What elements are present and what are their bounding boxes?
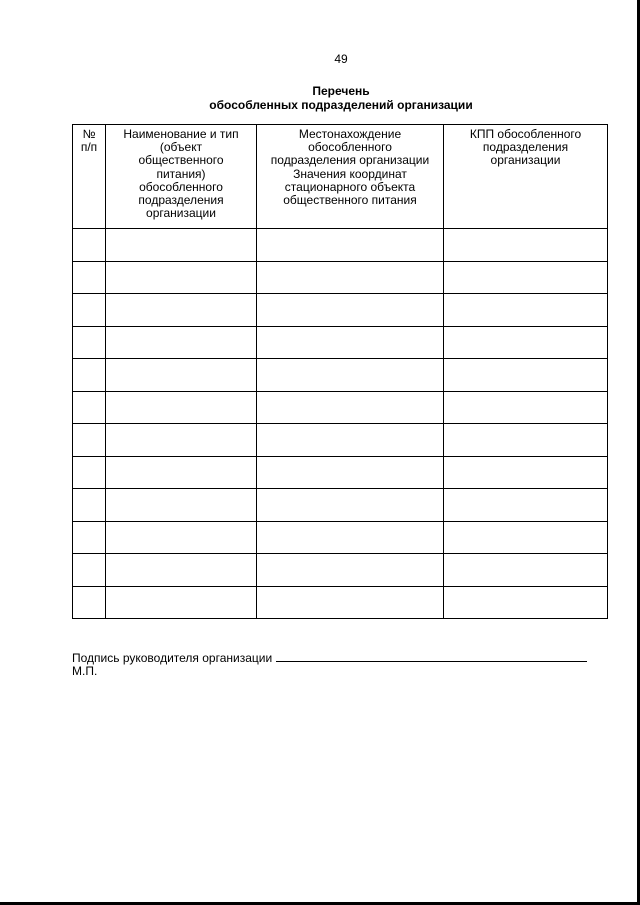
header-line: организации <box>146 206 216 221</box>
table-cell[interactable] <box>444 294 608 327</box>
header-line: питания) <box>156 166 206 181</box>
header-line: общественного <box>138 153 224 168</box>
table-cell[interactable] <box>257 261 444 294</box>
table-cell[interactable] <box>444 261 608 294</box>
signature-line[interactable] <box>276 651 587 662</box>
header-name-type <box>106 125 257 229</box>
table-row <box>73 359 608 392</box>
table-cell[interactable] <box>73 424 106 457</box>
table-cell[interactable] <box>106 456 257 489</box>
table-row <box>73 326 608 359</box>
header-line: (объект <box>159 140 203 155</box>
table-row <box>73 586 608 619</box>
table-cell[interactable] <box>444 229 608 262</box>
table-cell[interactable] <box>106 359 257 392</box>
table-cell[interactable] <box>106 294 257 327</box>
table-cell[interactable] <box>444 489 608 522</box>
table-cell[interactable] <box>73 229 106 262</box>
stamp-label: М.П. <box>72 664 98 678</box>
table-cell[interactable] <box>106 391 257 424</box>
table-cell[interactable] <box>257 294 444 327</box>
table-cell[interactable] <box>257 424 444 457</box>
table-cell[interactable] <box>444 456 608 489</box>
table-cell[interactable] <box>257 391 444 424</box>
table-cell[interactable] <box>73 261 106 294</box>
header-line: Значения координат <box>293 166 407 181</box>
table-cell[interactable] <box>257 456 444 489</box>
header-kpp <box>444 125 608 229</box>
table-row <box>73 391 608 424</box>
header-line: стационарного объекта <box>284 179 416 194</box>
table-cell[interactable] <box>106 229 257 262</box>
table-cell[interactable] <box>257 554 444 587</box>
header-line: п/п <box>80 140 98 155</box>
header-number <box>73 125 106 229</box>
header-line: организации <box>490 153 561 168</box>
table-cell[interactable] <box>106 261 257 294</box>
table-cell[interactable] <box>73 294 106 327</box>
table-cell[interactable] <box>444 359 608 392</box>
header-location <box>257 125 444 229</box>
table-cell[interactable] <box>73 521 106 554</box>
header-line: № <box>82 127 96 141</box>
table-body <box>73 229 608 619</box>
table-cell[interactable] <box>257 489 444 522</box>
header-line: обособленного <box>308 140 392 155</box>
header-line: подразделения организации <box>270 153 430 168</box>
table-row <box>73 229 608 262</box>
header-line: КПП обособленного <box>469 127 582 141</box>
table-row <box>73 424 608 457</box>
signature-label: Подпись руководителя организации <box>72 651 273 665</box>
table-cell[interactable] <box>73 586 106 619</box>
title-line-1: Перечень <box>312 84 370 98</box>
table-cell[interactable] <box>106 326 257 359</box>
header-line: подразделения <box>482 140 569 155</box>
table-row <box>73 456 608 489</box>
header-line: Местонахождение <box>298 127 402 141</box>
table-cell[interactable] <box>444 521 608 554</box>
table-row <box>73 521 608 554</box>
table-cell[interactable] <box>257 359 444 392</box>
table-cell[interactable] <box>106 521 257 554</box>
table-cell[interactable] <box>257 586 444 619</box>
table-row <box>73 261 608 294</box>
table-header-row <box>73 125 608 229</box>
table-row <box>73 489 608 522</box>
table-cell[interactable] <box>257 326 444 359</box>
table-cell[interactable] <box>73 359 106 392</box>
table-cell[interactable] <box>73 489 106 522</box>
signature-block <box>72 651 587 678</box>
table-cell[interactable] <box>106 424 257 457</box>
table-row <box>73 294 608 327</box>
table-cell[interactable] <box>257 229 444 262</box>
title-line-2: обособленных подразделений организации <box>209 98 473 112</box>
document-title <box>0 84 640 112</box>
table-cell[interactable] <box>444 424 608 457</box>
table-cell[interactable] <box>73 456 106 489</box>
table-cell[interactable] <box>106 586 257 619</box>
table-cell[interactable] <box>73 391 106 424</box>
page-number: 49 <box>334 52 348 66</box>
header-line: подразделения <box>138 193 224 208</box>
table-cell[interactable] <box>444 326 608 359</box>
table-row <box>73 554 608 587</box>
table-cell[interactable] <box>106 489 257 522</box>
table-cell[interactable] <box>106 554 257 587</box>
subdivisions-table <box>72 124 608 619</box>
header-line: обособленного <box>139 179 223 194</box>
table-cell[interactable] <box>444 391 608 424</box>
table-cell[interactable] <box>73 326 106 359</box>
table-cell[interactable] <box>444 586 608 619</box>
table-cell[interactable] <box>257 521 444 554</box>
table-cell[interactable] <box>444 554 608 587</box>
table-cell[interactable] <box>73 554 106 587</box>
header-line: общественного питания <box>283 193 417 208</box>
header-line: Наименование и тип <box>123 127 239 141</box>
